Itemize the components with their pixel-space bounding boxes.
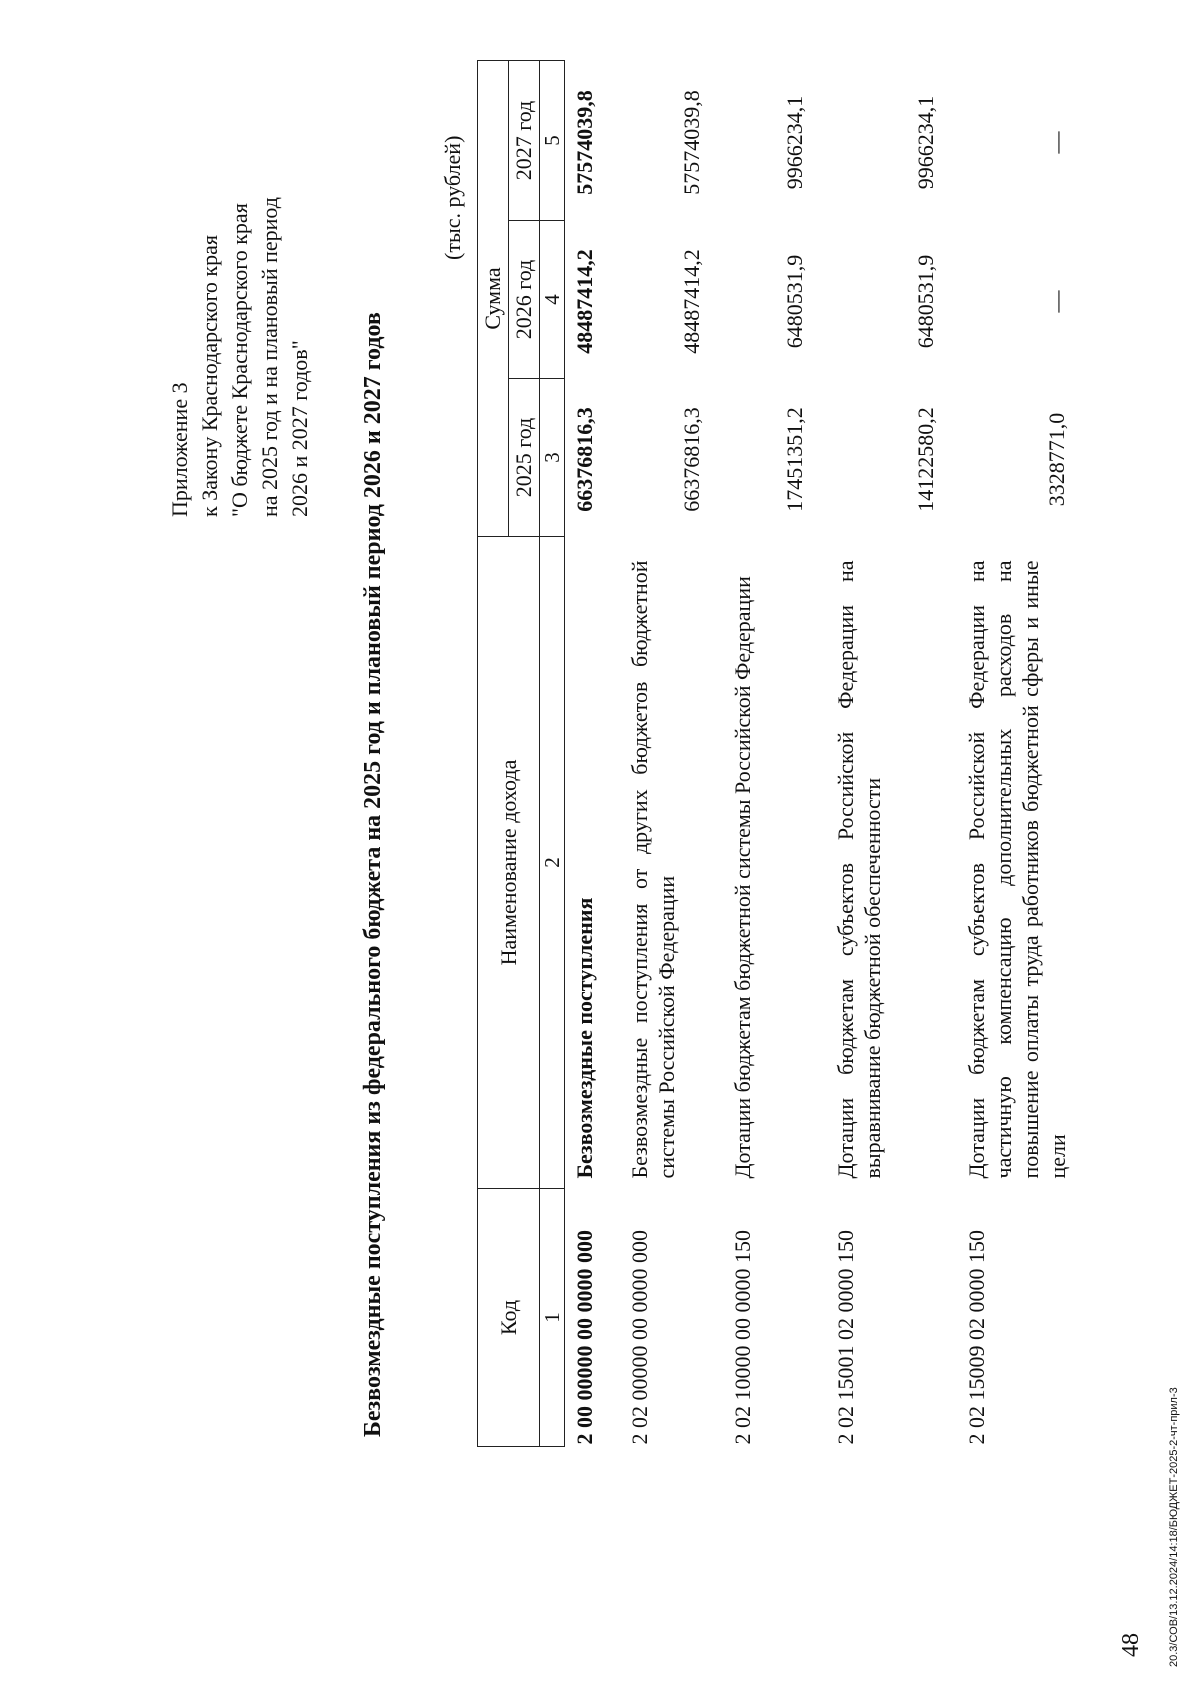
table-row	[719, 61, 822, 1447]
header-name: Наименование дохода	[478, 537, 540, 1189]
row-value-2025: 17451351,2	[782, 407, 807, 512]
col-number-1: 1	[540, 1189, 565, 1447]
row-value-2025: 14122580,2	[913, 407, 938, 512]
row-value-2026: 6480531,9	[913, 254, 938, 349]
row-code: 2 00 00000 00 0000 000	[572, 1230, 597, 1445]
document-title: Безвозмездные поступления из федерального бюджета на 2025 год и плановый период 2026 и 2027 годов	[360, 312, 386, 1437]
row-value-2026: 6480531,9	[782, 254, 807, 349]
row-value-2025: 3328771,0	[1044, 412, 1069, 507]
row-name: Безвозмездные поступления от других бюджетов бюджетной системы Российской Федерации	[627, 560, 679, 1179]
income-table	[477, 60, 1085, 1447]
row-value-2025: 66376816,3	[679, 407, 704, 512]
document-footer-code: 20.3/СОВ/13.12.2024/14:18/БЮДЖЕТ-2025-2-чт-прил-3	[1168, 1387, 1180, 1667]
row-code: 2 02 10000 00 0000 150	[730, 1230, 755, 1445]
header-code: Код	[478, 1189, 540, 1447]
row-value-2027: 9966234,1	[782, 95, 807, 190]
page-number: 48	[1118, 1633, 1144, 1657]
table-row	[616, 61, 719, 1447]
row-value-2026: 48487414,2	[679, 249, 704, 354]
appendix-line-1: Приложение 3	[167, 382, 192, 517]
appendix-line-3: "О бюджете Краснодарского края	[227, 203, 252, 517]
col-number-2: 2	[540, 537, 565, 1189]
row-value-2027: 9966234,1	[913, 95, 938, 190]
row-value-2027: 57574039,8	[679, 90, 704, 195]
header-year-2027: 2027 год	[509, 61, 540, 221]
col-number-5: 5	[540, 61, 565, 221]
row-code: 2 02 15001 02 0000 150	[833, 1230, 858, 1445]
appendix-line-2: к Закону Краснодарского края	[197, 234, 222, 517]
row-name: Дотации бюджетам бюджетной системы Российской Федерации	[730, 576, 755, 1179]
row-value-2025: 66376816,3	[572, 407, 597, 512]
appendix-header	[165, 97, 315, 517]
row-code: 2 02 00000 00 0000 000	[627, 1230, 652, 1445]
row-value-2026: 48487414,2	[572, 249, 597, 354]
row-value-2026: —	[1044, 290, 1069, 313]
row-name: Безвозмездные поступления	[572, 897, 597, 1179]
row-name: Дотации бюджетам субъектов Российской Федерации на частичную компенсацию дополнительных расходов на повышение оплаты труда работников бюджетной сферы и иные цели	[964, 560, 1070, 1179]
appendix-line-4: на 2025 год и на плановый период	[257, 197, 282, 517]
header-year-2026: 2026 год	[509, 221, 540, 379]
table-row	[822, 61, 953, 1447]
units-label: (тыс. рублей)	[440, 135, 465, 260]
header-sum: Сумма	[478, 61, 509, 537]
row-value-2027: —	[1044, 131, 1069, 154]
row-code: 2 02 15009 02 0000 150	[964, 1230, 989, 1445]
row-value-2027: 57574039,8	[572, 90, 597, 195]
row-name: Дотации бюджетам субъектов Российской Федерации на выравнивание бюджетной обеспеченности	[833, 560, 885, 1179]
header-year-2025: 2025 год	[509, 379, 540, 537]
col-number-3: 3	[540, 379, 565, 537]
table-row	[565, 61, 617, 1447]
table-row	[953, 61, 1085, 1447]
col-number-4: 4	[540, 221, 565, 379]
appendix-line-5: 2026 и 2027 годов"	[287, 340, 312, 517]
